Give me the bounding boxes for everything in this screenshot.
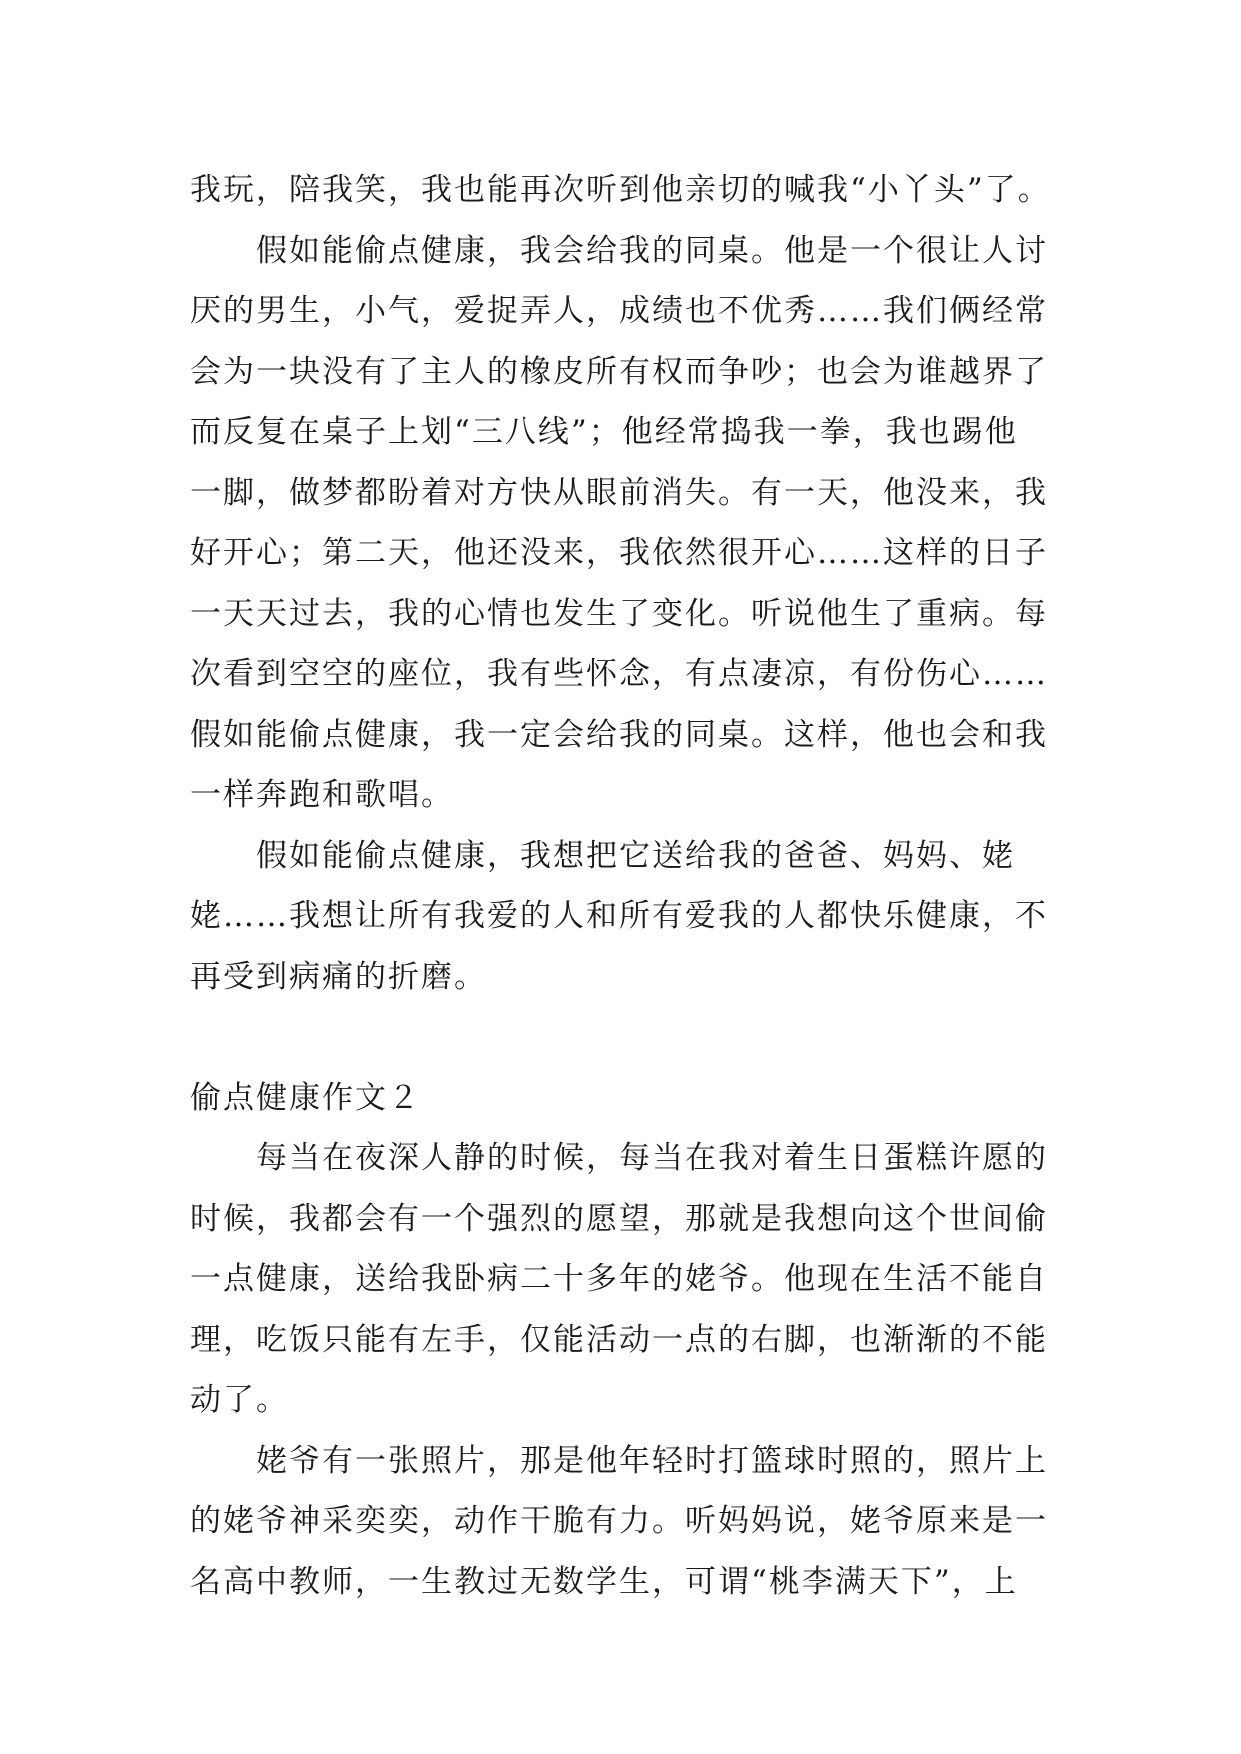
text-line: 再受到病痛的折磨。 [190, 958, 487, 995]
text-line: 每当在夜深人静的时候，每当在我对着生日蛋糕许愿的 [256, 1140, 1048, 1176]
text-line: 一样奔跑和歌唱。 [190, 777, 454, 813]
text-line: 一脚，做梦都盼着对方快从眼前消失。有一天，他没来，我 [190, 474, 1048, 511]
text-line: 厌的男生，小气，爱捉弄人，成绩也不优秀……我们俩经常 [190, 293, 1048, 329]
text-line: 我玩，陪我笑，我也能再次听到他亲切的喊我“小丫头”了。 [190, 172, 1051, 208]
text-line: 一点健康，送给我卧病二十多年的姥爷。他现在生活不能自 [190, 1261, 1048, 1297]
text-line: 的姥爷神采奕奕，动作干脆有力。听妈妈说，姥爷原来是一 [190, 1503, 1048, 1539]
text-line: 次看到空空的座位，我有些怀念，有点凄凉，有份伤心…… [190, 656, 1048, 692]
text-line: 一天天过去，我的心情也发生了变化。听说他生了重病。每 [190, 595, 1048, 632]
text-line: 名高中教师，一生教过无数学生，可谓“桃李满天下”，上 [190, 1563, 1018, 1600]
section-heading: 偷点健康作文２ [190, 1079, 421, 1116]
text-line: 时候，我都会有一个强烈的愿望，那就是我想向这个世间偷 [190, 1200, 1048, 1237]
text-line: 假如能偷点健康，我想把它送给我的爸爸、妈妈、姥 [256, 837, 1015, 874]
text-line: 理，吃饭只能有左手，仅能活动一点的右脚，也渐渐的不能 [190, 1321, 1048, 1358]
text-line: 假如能偷点健康，我一定会给我的同桌。这样，他也会和我 [190, 716, 1048, 753]
text-line: 动了。 [190, 1382, 289, 1418]
text-line: 假如能偷点健康，我会给我的同桌。他是一个很让人讨 [256, 232, 1048, 269]
text-line: 姥爷有一张照片，那是他年轻时打篮球时照的，照片上 [256, 1442, 1048, 1479]
text-line: 而反复在桌子上划“三八线”；他经常捣我一拳，我也踢他 [190, 414, 1018, 450]
text-line: 会为一块没有了主人的橡皮所有权而争吵；也会为谁越界了 [190, 353, 1048, 390]
text-line: 好开心；第二天，他还没来，我依然很开心……这样的日子 [190, 535, 1048, 571]
text-line: 姥……我想让所有我爱的人和所有爱我的人都快乐健康，不 [190, 898, 1048, 934]
